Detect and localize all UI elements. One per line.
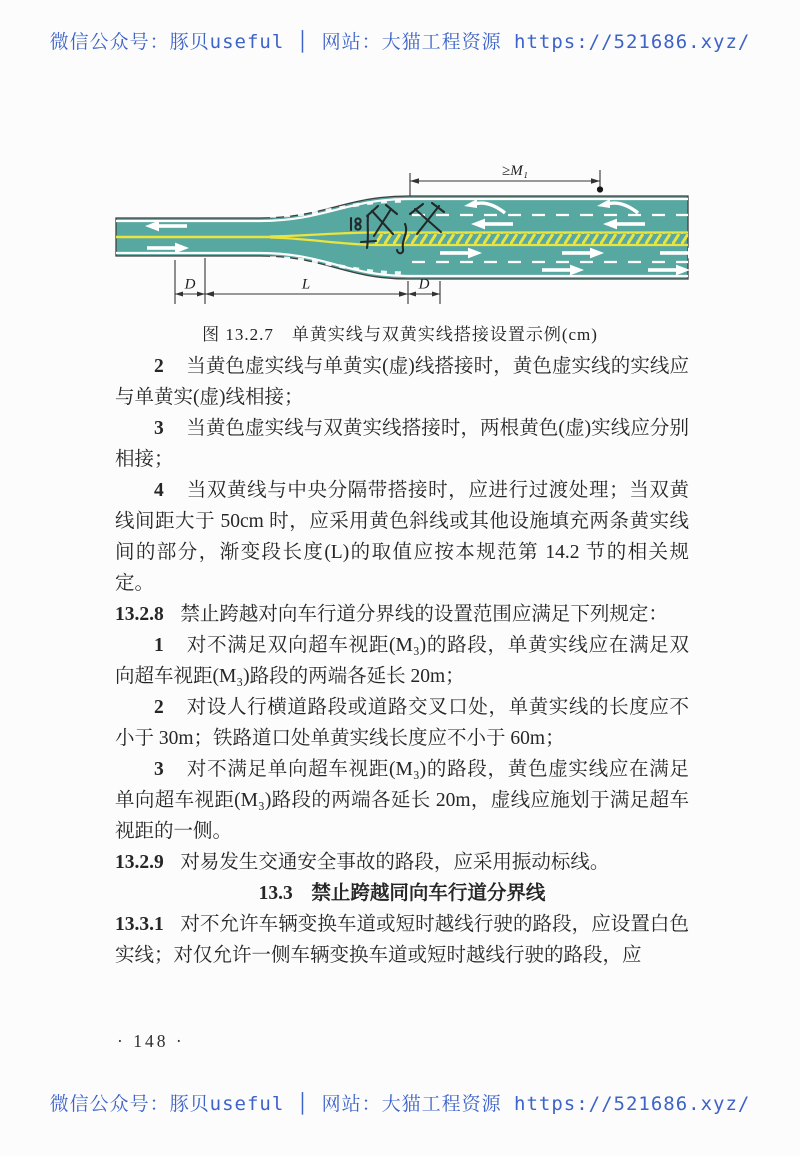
paragraph-text: 对不允许车辆变换车道或短时越线行驶的路段，应设置白色实线；对仅允许一侧车辆变换车道或短时越线行驶的路段，应 <box>115 914 689 966</box>
paragraph-text: 当双黄线与中央分隔带搭接时，应进行过渡处理；当双黄线间距大于 50cm 时，应采用黄色斜线或其他设施填充两条黄实线间的部分，渐变段长度(L)的取值应按本规范第 14.2 节的相关规定。 <box>115 480 689 594</box>
paragraph-text: 当黄色虚实线与单黄实(虚)线搭接时，黄色虚实线的实线应与单黄实(虚)线相接； <box>115 356 689 408</box>
section-number: 13.3 <box>258 883 293 904</box>
clause-number: 13.2.9 <box>115 852 164 873</box>
body-text <box>115 351 689 971</box>
paragraph-item <box>115 692 689 754</box>
footer-watermark: 微信公众号：豚贝useful │ 网站：大猫工程资源 https://521686.xyz/ <box>49 1093 751 1115</box>
item-number: 3 <box>154 759 164 780</box>
paragraph-text: 对不满足单向超车视距(M₃)的路段，黄色虚实线应在满足单向超车视距(M₃)路段的两端各延长 20m，虚线应施划于满足超车视距的一侧。 <box>115 759 689 842</box>
item-number: 3 <box>154 418 164 439</box>
item-number: 2 <box>154 356 164 377</box>
paragraph-text: 对易发生交通安全事故的路段，应采用振动标线。 <box>180 852 610 873</box>
dim-label-d-right: D <box>418 276 430 293</box>
paragraph-text: 对不满足双向超车视距(M₃)的路段，单黄实线应在满足双向超车视距(M₃)路段的两端各延长 20m； <box>115 635 689 687</box>
paragraph-item <box>115 754 689 847</box>
clause-number: 13.2.8 <box>115 604 164 625</box>
clause-paragraph <box>115 909 689 971</box>
figure-caption: 图 13.2.7 单黄实线与双黄实线搭接设置示例(cm) <box>202 325 598 344</box>
yellow-hatch-fill <box>375 234 688 245</box>
road-marking-figure <box>110 153 690 315</box>
paragraph-item <box>115 630 689 692</box>
dim-label-l: L <box>301 276 311 293</box>
paragraph-item <box>115 351 689 413</box>
item-number: 4 <box>154 480 164 501</box>
section-title: 禁止跨越同向车行道分界线 <box>311 883 546 904</box>
paragraph-item <box>115 413 689 475</box>
paragraph-text: 禁止跨越对向车行道分界线的设置范围应满足下列规定： <box>180 604 668 625</box>
dim-label-m1: ≥M₁ <box>502 163 528 179</box>
header-watermark: 微信公众号：豚贝useful │ 网站：大猫工程资源 https://521686.xyz/ <box>49 31 751 53</box>
dim-label-d-left: D <box>184 276 196 293</box>
clause-paragraph <box>115 847 689 878</box>
section-heading <box>115 878 689 909</box>
clause-number: 13.3.1 <box>115 914 164 935</box>
clause-paragraph <box>115 599 689 630</box>
paragraph-text: 当黄色虚实线与双黄实线搭接时，两根黄色(虚)实线应分别相接； <box>115 418 689 470</box>
paragraph-text: 对设人行横道路段或道路交叉口处，单黄实线的长度应不小于 30m；铁路道口处单黄实线长度应不小于 60m； <box>115 697 689 749</box>
item-number: 2 <box>154 697 164 718</box>
paragraph-item <box>115 475 689 599</box>
page-number: · 148 · <box>117 1031 185 1051</box>
item-number: 1 <box>154 635 164 656</box>
